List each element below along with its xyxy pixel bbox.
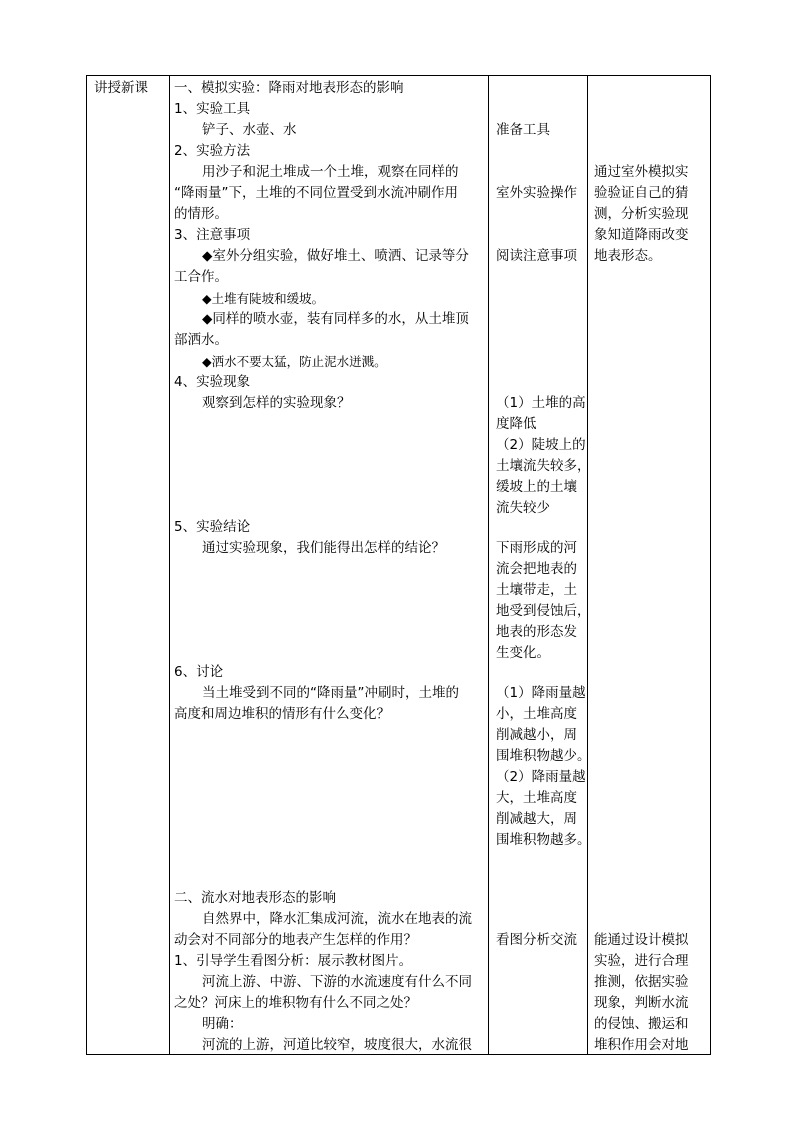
stage-column [87, 76, 170, 1055]
paragraph-text: 自然界中，降水汇集成河流，流水在地表的流 [202, 911, 472, 927]
student-activity: 阅读注意事项 [496, 248, 577, 264]
subheading: 1、引导学生看图分析：展示教材图片。 [174, 953, 413, 969]
bullet-text: ◆土堆有陡坡和缓坡。 [202, 291, 325, 306]
student-activity-line: （1）土堆的高 [496, 395, 586, 411]
subheading: 5、实验结论 [174, 519, 251, 535]
student-activity-line: 度降低 [496, 416, 537, 432]
student-activity-column [489, 76, 591, 1055]
bullet-text: 部洒水。 [174, 332, 228, 348]
subheading: 3、注意事项 [174, 227, 251, 243]
paragraph-text: “降雨量”下，土堆的不同位置受到水流冲刷作用 [174, 185, 458, 201]
student-activity-line: 地受到侵蚀后， [496, 603, 591, 619]
subheading: 4、实验现象 [174, 374, 251, 390]
bullet-text: ◆室外分组实验，做好堆土、喷洒、记录等分 [202, 248, 469, 264]
bullet-text: 工合作。 [174, 269, 228, 285]
design-intent-line: 象知道降雨改变 [594, 227, 689, 243]
bullet-text: ◆同样的喷水壶，装有同样多的水，从土堆顶 [202, 311, 469, 327]
student-activity-line: （2）陡坡上的 [496, 437, 586, 453]
design-intent-line: 推测，依据实验 [594, 974, 689, 990]
design-intent-column [588, 76, 711, 1055]
question-text: 高度和周边堆积的情形有什么变化？ [174, 706, 390, 722]
student-activity-line: 缓坡上的土壤 [496, 479, 577, 495]
paragraph-text: 动会对不同部分的地表产生怎样的作用？ [174, 932, 417, 948]
section-2-heading: 二、流水对地表形态的影响 [174, 890, 336, 906]
content-column [170, 76, 489, 1055]
student-activity-line: 小，土堆高度 [496, 706, 577, 722]
student-activity-line: 土壤流失较多， [496, 458, 591, 474]
paragraph-text: 河流的上游，河道比较窄，坡度很大，水流很 [202, 1037, 472, 1053]
stage-label: 讲授新课 [94, 80, 148, 96]
question-text: 通过实验现象，我们能得出怎样的结论？ [202, 540, 445, 556]
paragraph-text: 明确： [202, 1016, 243, 1032]
student-activity-line: 流会把地表的 [496, 561, 577, 577]
question-text: 观察到怎样的实验现象？ [202, 395, 351, 411]
student-activity-line: 地表的形态发 [496, 624, 577, 640]
student-activity-line: （2）降雨量越 [496, 769, 586, 785]
design-intent-line: 的侵蚀、搬运和 [594, 1016, 689, 1032]
student-activity-line: 围堆积物越多。 [496, 832, 591, 848]
paragraph-text: 铲子、水壶、水 [202, 122, 297, 138]
paragraph-text: 河流上游、中游、下游的水流速度有什么不同 [202, 974, 472, 990]
subheading: 6、讨论 [174, 664, 224, 680]
design-intent-line: 地表形态。 [594, 248, 662, 264]
student-activity-line: （1）降雨量越 [496, 685, 586, 701]
paragraph-text: 用沙子和泥土堆成一个土堆，观察在同样的 [202, 164, 459, 180]
design-intent-line: 实验，进行合理 [594, 953, 689, 969]
design-intent-line: 通过室外模拟实 [594, 164, 689, 180]
design-intent-line: 验验证自己的猜 [594, 185, 689, 201]
design-intent-line: 测，分析实验现 [594, 206, 689, 222]
table-row [87, 76, 711, 1055]
subheading: 2、实验方法 [174, 143, 251, 159]
student-activity: 室外实验操作 [496, 185, 577, 201]
bullet-text: ◆洒水不要太猛，防止泥水迸溅。 [202, 354, 387, 369]
section-1-heading: 一、模拟实验：降雨对地表形态的影响 [174, 80, 404, 96]
paragraph-text: 之处？河床上的堆积物有什么不同之处？ [174, 995, 417, 1011]
subheading: 1、实验工具 [174, 101, 251, 117]
student-activity-line: 土壤带走，土 [496, 582, 577, 598]
student-activity-line: 围堆积物越少。 [496, 748, 591, 764]
design-intent-line: 堆积作用会对地 [594, 1037, 689, 1053]
paragraph-text: 的情形。 [174, 206, 228, 222]
lesson-plan-table [86, 75, 711, 1055]
design-intent-line: 现象，判断水流 [594, 995, 689, 1011]
student-activity-line: 大，土堆高度 [496, 790, 577, 806]
student-activity: 看图分析交流 [496, 932, 577, 948]
question-text: 当土堆受到不同的“降雨量”冲刷时，土堆的 [202, 685, 459, 701]
design-intent-line: 能通过设计模拟 [594, 932, 689, 948]
student-activity-line: 生变化。 [496, 645, 550, 661]
student-activity: 准备工具 [496, 122, 550, 138]
student-activity-line: 削减越小，周 [496, 727, 577, 743]
student-activity-line: 下雨形成的河 [496, 540, 577, 556]
student-activity-line: 削减越大，周 [496, 811, 577, 827]
student-activity-line: 流失较少 [496, 500, 550, 516]
